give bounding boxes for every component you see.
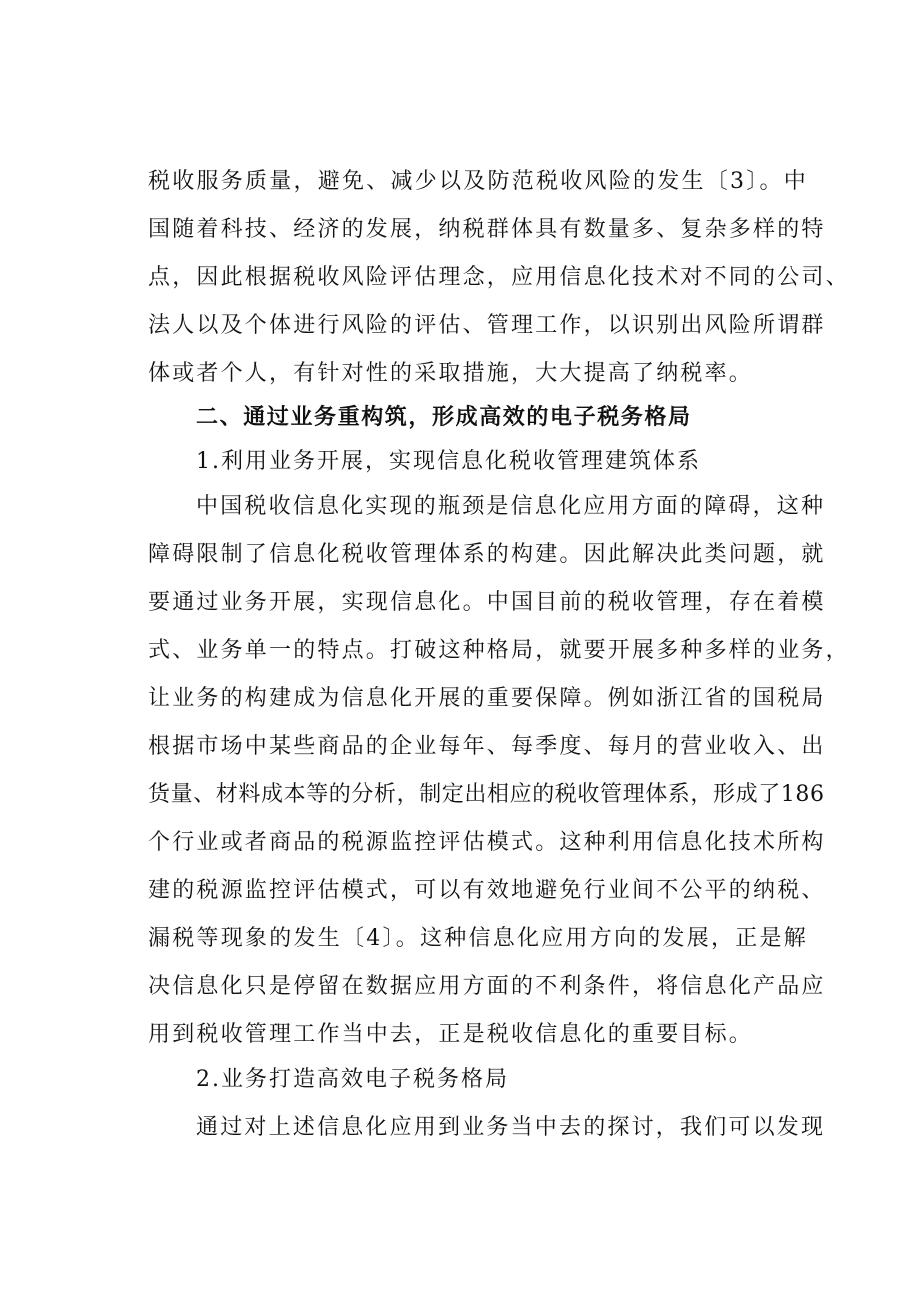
paragraph-line: 让业务的构建成为信息化开展的重要保障。例如浙江省的国税局 bbox=[148, 686, 826, 711]
subsection-heading: 1.利用业务开展，实现信息化税收管理建筑体系 bbox=[196, 449, 701, 474]
paragraph-line: 体或者个人，有针对性的采取措施，大大提高了纳税率。 bbox=[148, 361, 754, 386]
paragraph-line: 用到税收管理工作当中去，正是税收信息化的重要目标。 bbox=[148, 1022, 754, 1047]
subsection-heading: 2.业务打造高效电子税务格局 bbox=[196, 1067, 509, 1092]
paragraph-line: 点，因此根据税收风险评估理念，应用信息化技术对不同的公司、 bbox=[148, 265, 850, 290]
paragraph-line: 根据市场中某些商品的企业每年、每季度、每月的营业收入、出 bbox=[148, 734, 826, 759]
paragraph-line: 建的税源监控评估模式，可以有效地避免行业间不公平的纳税、 bbox=[148, 878, 826, 903]
paragraph-line: 障碍限制了信息化税收管理体系的构建。因此解决此类问题，就 bbox=[148, 542, 826, 567]
paragraph-line: 国随着科技、经济的发展，纳税群体具有数量多、复杂多样的特 bbox=[148, 217, 826, 242]
section-heading: 二、通过业务重构筑，形成高效的电子税务格局 bbox=[196, 405, 692, 430]
paragraph-line: 通过对上述信息化应用到业务当中去的探讨，我们可以发现 bbox=[196, 1115, 826, 1140]
paragraph-line: 要通过业务开展，实现信息化。中国目前的税收管理，存在着模 bbox=[148, 590, 826, 615]
paragraph-line: 税收服务质量，避免、减少以及防范税收风险的发生〔3〕。中 bbox=[148, 169, 808, 194]
paragraph-line: 式、业务单一的特点。打破这种格局，就要开展多种多样的业务， bbox=[148, 638, 850, 663]
paragraph-line: 中国税收信息化实现的瓶颈是信息化应用方面的障碍，这种 bbox=[196, 494, 826, 519]
paragraph-line: 法人以及个体进行风险的评估、管理工作，以识别出风险所谓群 bbox=[148, 313, 826, 338]
paragraph-line: 个行业或者商品的税源监控评估模式。这种利用信息化技术所构 bbox=[148, 830, 826, 855]
paragraph-line: 漏税等现象的发生〔4〕。这种信息化应用方向的发展，正是解 bbox=[148, 926, 808, 951]
paragraph-line: 决信息化只是停留在数据应用方面的不利条件，将信息化产品应 bbox=[148, 974, 826, 999]
paragraph-line: 货量、材料成本等的分析，制定出相应的税收管理体系，形成了186 bbox=[148, 782, 825, 807]
